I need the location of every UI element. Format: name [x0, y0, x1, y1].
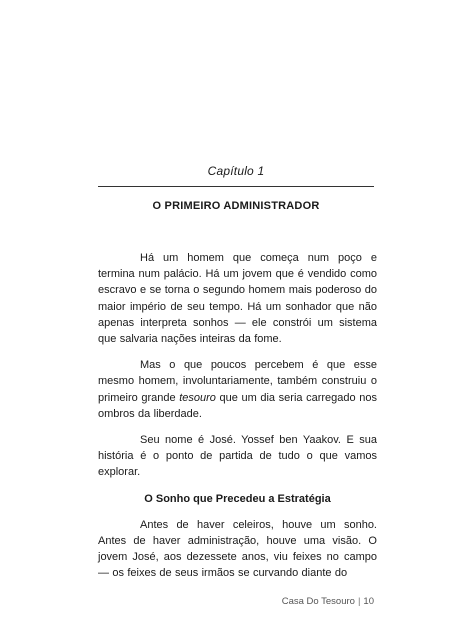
footer-book-title: Casa Do Tesouro — [281, 596, 355, 607]
paragraph-2-text-start: Mas o que poucos percebem é que esse mesmo homem, involuntariamente, também construiu o primeiro grande — [98, 359, 377, 404]
paragraph-1: Há um homem que começa num poço e termina num palácio. Há um jovem que é vendido como escravo e se torna o segundo homem mais poderoso do maior império de seu tempo. Há um sonhador que não apenas interpreta sonhos — ele constrói um sistema que salvaria nações inteiras da fome. — [98, 252, 377, 346]
chapter-label: Capítulo 1 — [207, 164, 265, 178]
paragraph-3: Seu nome é José. Yossef ben Yaakov. E sua história é o ponto de partida de tudo o que vamos explorar. — [98, 434, 377, 479]
body-text — [98, 250, 377, 582]
footer-page-number: 10 — [363, 596, 374, 607]
paragraph-2-text-end: que um dia seria carregado nos ombros da liberdade. — [98, 391, 377, 420]
section-heading: O Sonho que Precedeu a Estratégia — [144, 492, 331, 505]
page-footer — [282, 596, 374, 607]
paragraph-2-emphasis: tesouro — [179, 391, 216, 404]
chapter-title: O PRIMEIRO ADMINISTRADOR — [152, 200, 320, 212]
paragraph-2 — [98, 357, 377, 422]
paragraph-4: Antes de haver celeiros, houve um sonho. Antes de haver administração, houve uma visão. O jovem José, aos dezessete anos, viu feixes no campo — os feixes de seus irmãos se curvando diante do — [98, 518, 377, 580]
chapter-divider — [98, 186, 374, 187]
footer-separator: | — [357, 596, 361, 607]
